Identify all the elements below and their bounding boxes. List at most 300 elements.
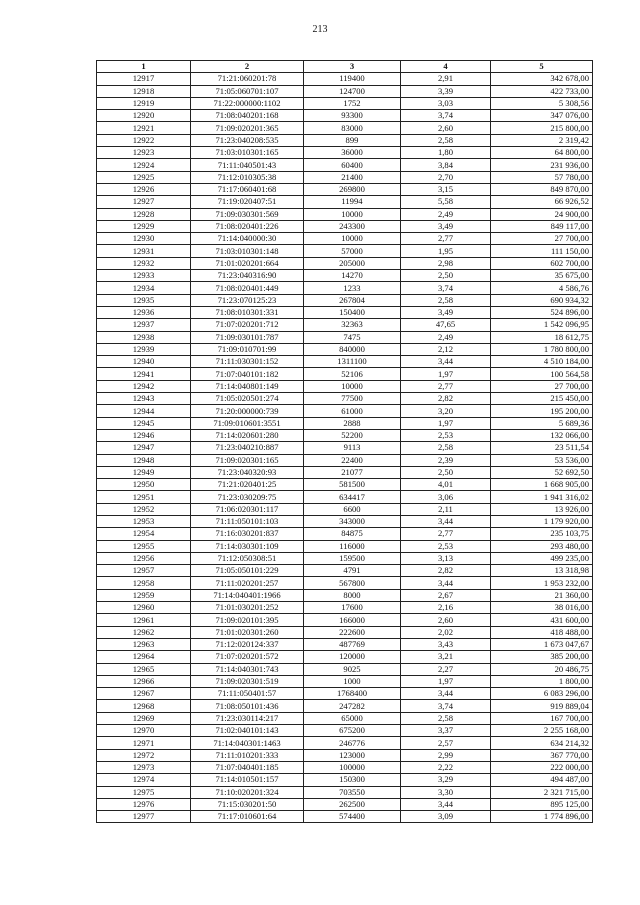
value-cell: 690 934,32	[491, 294, 593, 306]
area-cell: 6600	[304, 503, 401, 515]
row-number-cell: 12919	[97, 97, 191, 109]
rate-cell: 3,21	[401, 651, 491, 663]
cadastral-number-cell: 71:23:030209:75	[191, 491, 304, 503]
table-row	[97, 712, 593, 724]
cadastral-number-cell: 71:14:020601:280	[191, 429, 304, 441]
rate-cell: 3,29	[401, 774, 491, 786]
cadastral-number-cell: 71:23:040320:93	[191, 466, 304, 478]
table-row	[97, 85, 593, 97]
table-row	[97, 565, 593, 577]
table-row	[97, 380, 593, 392]
row-number-cell: 12931	[97, 245, 191, 257]
table-row	[97, 405, 593, 417]
rate-cell: 3,13	[401, 552, 491, 564]
rate-cell: 2,99	[401, 749, 491, 761]
value-cell: 18 612,75	[491, 331, 593, 343]
area-cell: 1000	[304, 675, 401, 687]
row-number-cell: 12954	[97, 528, 191, 540]
area-cell: 7475	[304, 331, 401, 343]
table-row	[97, 134, 593, 146]
rate-cell: 2,12	[401, 343, 491, 355]
area-cell: 65000	[304, 712, 401, 724]
row-number-cell: 12918	[97, 85, 191, 97]
row-number-cell: 12953	[97, 515, 191, 527]
value-cell: 347 076,00	[491, 110, 593, 122]
area-cell: 703550	[304, 786, 401, 798]
row-number-cell: 12922	[97, 134, 191, 146]
row-number-cell: 12973	[97, 761, 191, 773]
area-cell: 11994	[304, 196, 401, 208]
table-row	[97, 220, 593, 232]
cadastral-number-cell: 71:11:010201:333	[191, 749, 304, 761]
row-number-cell: 12946	[97, 429, 191, 441]
table-row	[97, 688, 593, 700]
table-row	[97, 811, 593, 823]
area-cell: 150300	[304, 774, 401, 786]
table-row	[97, 233, 593, 245]
cadastral-number-cell: 71:10:020201:324	[191, 786, 304, 798]
row-number-cell: 12960	[97, 602, 191, 614]
area-cell: 487769	[304, 638, 401, 650]
cadastral-number-cell: 71:08:010301:331	[191, 306, 304, 318]
area-cell: 93300	[304, 110, 401, 122]
rate-cell: 3,84	[401, 159, 491, 171]
row-number-cell: 12920	[97, 110, 191, 122]
area-cell: 246776	[304, 737, 401, 749]
value-cell: 24 900,00	[491, 208, 593, 220]
cadastral-number-cell: 71:09:030301:569	[191, 208, 304, 220]
cadastral-number-cell: 71:09:020301:165	[191, 454, 304, 466]
table-row	[97, 331, 593, 343]
row-number-cell: 12966	[97, 675, 191, 687]
cadastral-number-cell: 71:22:000000:1102	[191, 97, 304, 109]
row-number-cell: 12971	[97, 737, 191, 749]
row-number-cell: 12976	[97, 798, 191, 810]
cadastral-number-cell: 71:17:010601:64	[191, 811, 304, 823]
rate-cell: 2,77	[401, 380, 491, 392]
table-row	[97, 306, 593, 318]
table-row	[97, 97, 593, 109]
area-cell: 119400	[304, 73, 401, 85]
rate-cell: 3,49	[401, 220, 491, 232]
row-number-cell: 12959	[97, 589, 191, 601]
area-cell: 675200	[304, 725, 401, 737]
area-cell: 574400	[304, 811, 401, 823]
area-cell: 222600	[304, 626, 401, 638]
value-cell: 385 200,00	[491, 651, 593, 663]
rate-cell: 2,50	[401, 270, 491, 282]
row-number-cell: 12935	[97, 294, 191, 306]
row-number-cell: 12933	[97, 270, 191, 282]
cadastral-number-cell: 71:14:040000:30	[191, 233, 304, 245]
value-cell: 494 487,00	[491, 774, 593, 786]
cadastral-number-cell: 71:20:000000:739	[191, 405, 304, 417]
cadastral-number-cell: 71:19:020407:51	[191, 196, 304, 208]
cadastral-number-cell: 71:08:020401:226	[191, 220, 304, 232]
cadastral-number-cell: 71:09:020201:365	[191, 122, 304, 134]
cadastral-number-cell: 71:11:030301:152	[191, 356, 304, 368]
table-row	[97, 798, 593, 810]
row-number-cell: 12939	[97, 343, 191, 355]
row-number-cell: 12952	[97, 503, 191, 515]
row-number-cell: 12932	[97, 257, 191, 269]
table-row	[97, 343, 593, 355]
cadastral-number-cell: 71:21:020401:25	[191, 479, 304, 491]
cadastral-number-cell: 71:05:020501:274	[191, 393, 304, 405]
value-cell: 422 733,00	[491, 85, 593, 97]
table-row	[97, 774, 593, 786]
value-cell: 66 926,52	[491, 196, 593, 208]
rate-cell: 3,74	[401, 700, 491, 712]
rate-cell: 3,49	[401, 306, 491, 318]
row-number-cell: 12951	[97, 491, 191, 503]
table-row	[97, 356, 593, 368]
area-cell: 36000	[304, 147, 401, 159]
rate-cell: 2,50	[401, 466, 491, 478]
table-row	[97, 638, 593, 650]
rate-cell: 2,16	[401, 602, 491, 614]
table-row	[97, 786, 593, 798]
value-cell: 64 800,00	[491, 147, 593, 159]
row-number-cell: 12947	[97, 442, 191, 454]
value-cell: 1 542 096,95	[491, 319, 593, 331]
row-number-cell: 12945	[97, 417, 191, 429]
row-number-cell: 12921	[97, 122, 191, 134]
area-cell: 10000	[304, 233, 401, 245]
value-cell: 57 780,00	[491, 171, 593, 183]
rate-cell: 2,58	[401, 134, 491, 146]
value-cell: 2 321 715,00	[491, 786, 593, 798]
area-cell: 32363	[304, 319, 401, 331]
area-cell: 634417	[304, 491, 401, 503]
rate-cell: 2,60	[401, 122, 491, 134]
value-cell: 235 103,75	[491, 528, 593, 540]
table-row	[97, 552, 593, 564]
area-cell: 10000	[304, 208, 401, 220]
rate-cell: 3,44	[401, 356, 491, 368]
row-number-cell: 12975	[97, 786, 191, 798]
cadastral-number-cell: 71:11:050101:103	[191, 515, 304, 527]
table-row	[97, 515, 593, 527]
value-cell: 1 780 800,00	[491, 343, 593, 355]
row-number-cell: 12963	[97, 638, 191, 650]
value-cell: 195 200,00	[491, 405, 593, 417]
row-number-cell: 12929	[97, 220, 191, 232]
rate-cell: 1,80	[401, 147, 491, 159]
row-number-cell: 12926	[97, 183, 191, 195]
cadastral-number-cell: 71:14:010501:157	[191, 774, 304, 786]
value-cell: 1 668 905,00	[491, 479, 593, 491]
column-header: 1	[97, 61, 191, 73]
row-number-cell: 12965	[97, 663, 191, 675]
row-number-cell: 12925	[97, 171, 191, 183]
table-row	[97, 454, 593, 466]
page-number: 213	[312, 24, 328, 35]
rate-cell: 3,43	[401, 638, 491, 650]
column-header: 5	[491, 61, 593, 73]
value-cell: 53 536,00	[491, 454, 593, 466]
table-row	[97, 417, 593, 429]
cadastral-number-cell: 71:01:020201:664	[191, 257, 304, 269]
value-cell: 499 235,00	[491, 552, 593, 564]
rate-cell: 2,60	[401, 614, 491, 626]
table-row	[97, 183, 593, 195]
area-cell: 123000	[304, 749, 401, 761]
rate-cell: 3,44	[401, 798, 491, 810]
value-cell: 13 318,98	[491, 565, 593, 577]
table-row	[97, 393, 593, 405]
value-cell: 23 511,54	[491, 442, 593, 454]
table-row	[97, 171, 593, 183]
area-cell: 581500	[304, 479, 401, 491]
area-cell: 159500	[304, 552, 401, 564]
cadastral-number-cell: 71:14:040301:1463	[191, 737, 304, 749]
table-row	[97, 282, 593, 294]
row-number-cell: 12943	[97, 393, 191, 405]
area-cell: 52200	[304, 429, 401, 441]
rate-cell: 3,44	[401, 688, 491, 700]
table-row	[97, 725, 593, 737]
rate-cell: 2,58	[401, 712, 491, 724]
cadastral-number-cell: 71:07:040401:185	[191, 761, 304, 773]
rate-cell: 3,39	[401, 85, 491, 97]
cadastral-number-cell: 71:06:020301:117	[191, 503, 304, 515]
table-row	[97, 737, 593, 749]
area-cell: 83000	[304, 122, 401, 134]
cadastral-number-cell: 71:08:020401:449	[191, 282, 304, 294]
row-number-cell: 12917	[97, 73, 191, 85]
rate-cell: 2,70	[401, 171, 491, 183]
table-row	[97, 270, 593, 282]
cadastral-number-cell: 71:12:010305:38	[191, 171, 304, 183]
table-row	[97, 122, 593, 134]
table-row	[97, 442, 593, 454]
rate-cell: 2,82	[401, 565, 491, 577]
area-cell: 57000	[304, 245, 401, 257]
table-row	[97, 663, 593, 675]
area-cell: 269800	[304, 183, 401, 195]
row-number-cell: 12968	[97, 700, 191, 712]
area-cell: 14270	[304, 270, 401, 282]
table-row	[97, 602, 593, 614]
value-cell: 132 066,00	[491, 429, 593, 441]
value-cell: 4 586,76	[491, 282, 593, 294]
table-row	[97, 466, 593, 478]
value-cell: 602 700,00	[491, 257, 593, 269]
area-cell: 120000	[304, 651, 401, 663]
value-cell: 895 125,00	[491, 798, 593, 810]
table-row	[97, 503, 593, 515]
cadastral-number-cell: 71:23:070125:23	[191, 294, 304, 306]
rate-cell: 2,91	[401, 73, 491, 85]
value-cell: 167 700,00	[491, 712, 593, 724]
area-cell: 267804	[304, 294, 401, 306]
area-cell: 21400	[304, 171, 401, 183]
value-cell: 38 016,00	[491, 602, 593, 614]
area-cell: 4791	[304, 565, 401, 577]
cadastral-number-cell: 71:07:020201:712	[191, 319, 304, 331]
area-cell: 116000	[304, 540, 401, 552]
cadastral-number-cell: 71:21:060201:78	[191, 73, 304, 85]
value-cell: 849 117,00	[491, 220, 593, 232]
area-cell: 343000	[304, 515, 401, 527]
table-row	[97, 147, 593, 159]
rate-cell: 1,97	[401, 417, 491, 429]
value-cell: 35 675,00	[491, 270, 593, 282]
cadastral-number-cell: 71:16:030201:837	[191, 528, 304, 540]
table-row	[97, 159, 593, 171]
value-cell: 1 673 047,67	[491, 638, 593, 650]
table-row	[97, 651, 593, 663]
cadastral-number-cell: 71:11:050401:57	[191, 688, 304, 700]
value-cell: 849 870,00	[491, 183, 593, 195]
area-cell: 84875	[304, 528, 401, 540]
cadastral-number-cell: 71:09:030101:787	[191, 331, 304, 343]
rate-cell: 3,44	[401, 515, 491, 527]
area-cell: 840000	[304, 343, 401, 355]
value-cell: 431 600,00	[491, 614, 593, 626]
row-number-cell: 12941	[97, 368, 191, 380]
value-cell: 1 953 232,00	[491, 577, 593, 589]
area-cell: 10000	[304, 380, 401, 392]
area-cell: 567800	[304, 577, 401, 589]
cadastral-number-cell: 71:09:020301:519	[191, 675, 304, 687]
cadastral-number-cell: 71:23:030114:217	[191, 712, 304, 724]
table-header-row	[97, 61, 593, 73]
cadastral-number-cell: 71:11:040501:43	[191, 159, 304, 171]
value-cell: 1 774 896,00	[491, 811, 593, 823]
table-row	[97, 589, 593, 601]
value-cell: 5 689,36	[491, 417, 593, 429]
rate-cell: 2,82	[401, 393, 491, 405]
column-header: 2	[191, 61, 304, 73]
cadastral-number-cell: 71:11:020201:257	[191, 577, 304, 589]
table-row	[97, 761, 593, 773]
value-cell: 215 800,00	[491, 122, 593, 134]
area-cell: 9113	[304, 442, 401, 454]
rate-cell: 2,58	[401, 442, 491, 454]
row-number-cell: 12957	[97, 565, 191, 577]
value-cell: 27 700,00	[491, 380, 593, 392]
table-row	[97, 479, 593, 491]
value-cell: 1 941 316,02	[491, 491, 593, 503]
area-cell: 100000	[304, 761, 401, 773]
row-number-cell: 12958	[97, 577, 191, 589]
rate-cell: 3,06	[401, 491, 491, 503]
rate-cell: 2,02	[401, 626, 491, 638]
rate-cell: 2,11	[401, 503, 491, 515]
area-cell: 1311100	[304, 356, 401, 368]
rate-cell: 2,53	[401, 540, 491, 552]
value-cell: 293 480,00	[491, 540, 593, 552]
table-row	[97, 257, 593, 269]
cadastral-number-cell: 71:01:020301:260	[191, 626, 304, 638]
value-cell: 231 936,00	[491, 159, 593, 171]
cadastral-number-cell: 71:23:040208:535	[191, 134, 304, 146]
cadastral-number-cell: 71:14:040401:1966	[191, 589, 304, 601]
cadastral-number-cell: 71:12:050308:51	[191, 552, 304, 564]
row-number-cell: 12962	[97, 626, 191, 638]
cadastral-number-cell: 71:03:010301:148	[191, 245, 304, 257]
value-cell: 919 889,04	[491, 700, 593, 712]
row-number-cell: 12927	[97, 196, 191, 208]
cadastral-table	[96, 60, 593, 823]
rate-cell: 3,74	[401, 282, 491, 294]
value-cell: 634 214,32	[491, 737, 593, 749]
value-cell: 6 083 296,00	[491, 688, 593, 700]
table-row	[97, 245, 593, 257]
value-cell: 342 678,00	[491, 73, 593, 85]
value-cell: 27 700,00	[491, 233, 593, 245]
row-number-cell: 12936	[97, 306, 191, 318]
table-row	[97, 491, 593, 503]
area-cell: 8000	[304, 589, 401, 601]
row-number-cell: 12950	[97, 479, 191, 491]
area-cell: 262500	[304, 798, 401, 810]
row-number-cell: 12930	[97, 233, 191, 245]
value-cell: 1 179 920,00	[491, 515, 593, 527]
cadastral-number-cell: 71:14:030301:109	[191, 540, 304, 552]
row-number-cell: 12955	[97, 540, 191, 552]
area-cell: 247282	[304, 700, 401, 712]
cadastral-number-cell: 71:01:030201:252	[191, 602, 304, 614]
area-cell: 17600	[304, 602, 401, 614]
cadastral-number-cell: 71:05:060701:107	[191, 85, 304, 97]
area-cell: 60400	[304, 159, 401, 171]
area-cell: 9025	[304, 663, 401, 675]
row-number-cell: 12977	[97, 811, 191, 823]
cadastral-number-cell: 71:02:040101:143	[191, 725, 304, 737]
rate-cell: 2,39	[401, 454, 491, 466]
rate-cell: 2,57	[401, 737, 491, 749]
rate-cell: 3,03	[401, 97, 491, 109]
cadastral-number-cell: 71:14:040801:149	[191, 380, 304, 392]
value-cell: 4 510 184,00	[491, 356, 593, 368]
row-number-cell: 12944	[97, 405, 191, 417]
value-cell: 21 360,00	[491, 589, 593, 601]
cadastral-number-cell: 71:23:040316:90	[191, 270, 304, 282]
cadastral-number-cell: 71:08:050101:436	[191, 700, 304, 712]
row-number-cell: 12938	[97, 331, 191, 343]
value-cell: 13 926,00	[491, 503, 593, 515]
rate-cell: 2,27	[401, 663, 491, 675]
cadastral-number-cell: 71:23:040210:887	[191, 442, 304, 454]
area-cell: 1768400	[304, 688, 401, 700]
value-cell: 367 770,00	[491, 749, 593, 761]
area-cell: 166000	[304, 614, 401, 626]
column-header: 4	[401, 61, 491, 73]
area-cell: 22400	[304, 454, 401, 466]
rate-cell: 1,95	[401, 245, 491, 257]
rate-cell: 2,53	[401, 429, 491, 441]
table-row	[97, 540, 593, 552]
area-cell: 243300	[304, 220, 401, 232]
rate-cell: 3,09	[401, 811, 491, 823]
area-cell: 1752	[304, 97, 401, 109]
area-cell: 205000	[304, 257, 401, 269]
row-number-cell: 12942	[97, 380, 191, 392]
rate-cell: 2,98	[401, 257, 491, 269]
rate-cell: 2,22	[401, 761, 491, 773]
area-cell: 124700	[304, 85, 401, 97]
value-cell: 524 896,00	[491, 306, 593, 318]
area-cell: 77500	[304, 393, 401, 405]
table-row	[97, 749, 593, 761]
row-number-cell: 12967	[97, 688, 191, 700]
cadastral-number-cell: 71:07:020201:572	[191, 651, 304, 663]
table-body	[97, 73, 593, 823]
area-cell: 52106	[304, 368, 401, 380]
